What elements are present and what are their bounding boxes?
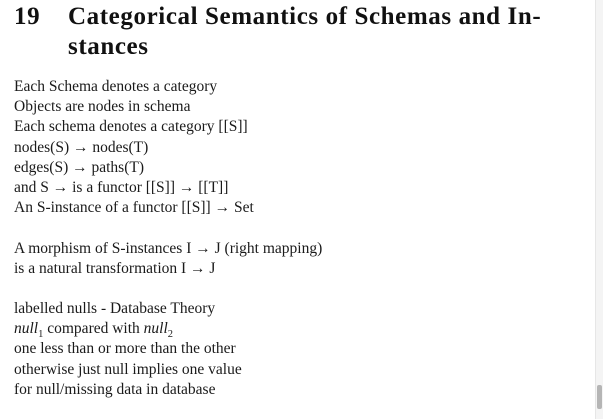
text-line: Each schema denotes a category [[S]] (14, 118, 248, 136)
text-line: one less than or more than the other (14, 340, 236, 358)
section-title-part-2: stances (68, 33, 149, 60)
text-line: An S-instance of a functor [[S]] → Set (14, 199, 254, 217)
text-line: A morphism of S-instances I → J (right mapping) (14, 239, 323, 257)
text-line: for null/missing data in database (14, 380, 216, 398)
compared-with-text: compared with (43, 320, 144, 338)
text-line: edges(S) → paths(T) (14, 158, 144, 176)
text-line: Each Schema denotes a category (14, 78, 218, 95)
text-line-nulls (14, 319, 322, 339)
section-heading (14, 2, 592, 62)
section-body (14, 77, 322, 400)
null-term-a: null (14, 320, 39, 338)
text-line: otherwise just null implies one value (14, 360, 242, 378)
text-line: and S → is a functor [[S]] → [[T]] (14, 178, 229, 196)
section-number: 19 (14, 3, 41, 30)
heading-line-1 (14, 2, 592, 32)
section-title-part-1: Categorical Semantics of Schemas and In- (68, 3, 542, 30)
text-line: is a natural transformation I → J (14, 259, 216, 277)
text-line: Objects are nodes in schema (14, 98, 191, 116)
text-line: labelled nulls - Database Theory (14, 300, 216, 318)
null-term-b: null (143, 320, 168, 338)
scrollbar-thumb[interactable] (597, 385, 602, 409)
subscript-a: 1 (38, 329, 44, 341)
paragraph-gap (14, 279, 322, 299)
subscript-b: 2 (167, 329, 174, 341)
paragraph-gap (14, 218, 322, 238)
text-line: nodes(S) → nodes(T) (14, 138, 149, 156)
vertical-scrollbar[interactable] (595, 0, 603, 419)
